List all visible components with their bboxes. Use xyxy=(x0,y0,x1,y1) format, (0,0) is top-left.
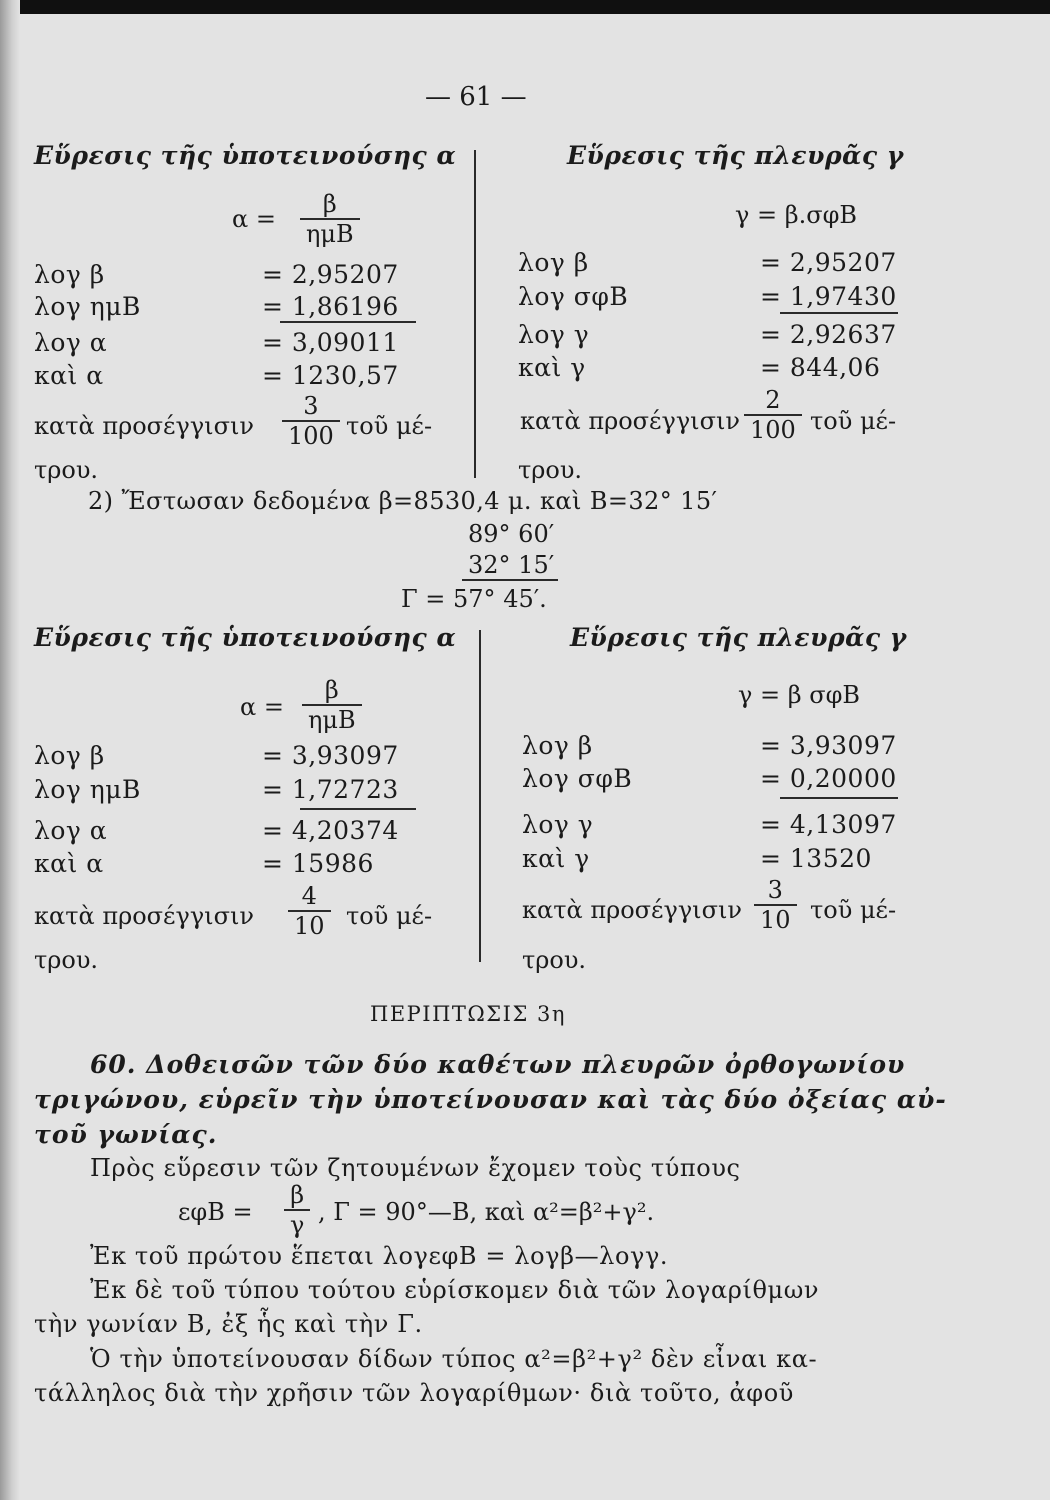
formula-lhs: α = xyxy=(240,693,284,721)
paragraph-line: τὴν γωνίαν Β, ἐξ ἧς καὶ τὴν Γ. xyxy=(34,1310,423,1338)
log-row-label: λογ σφΒ xyxy=(522,764,633,793)
approx-text: κατὰ προσέγγισιν xyxy=(520,407,740,435)
column-divider-2 xyxy=(479,630,481,962)
approx-text: κατὰ προσέγγισιν xyxy=(522,896,742,924)
fraction-denominator: 10 xyxy=(754,904,797,932)
log-row-value: = 1,86196 xyxy=(262,292,399,321)
paragraph-intro: Πρὸς εὕρεσιν τῶν ζητουμένων ἔχομεν τοὺς τύπους xyxy=(90,1154,741,1182)
scan-left-shadow xyxy=(0,0,20,1500)
paragraph-line: Ἐκ δὲ τοῦ τύπου τούτου εὑρίσκομεν διὰ τῶν λογαρίθμων xyxy=(90,1276,820,1304)
log-row-value: = 13520 xyxy=(760,844,872,873)
log-row-value: = 3,09011 xyxy=(262,328,399,357)
log-row-label: λογ β xyxy=(34,741,105,770)
approx-fraction xyxy=(744,388,802,442)
example-2-intro: 2) Ἔστωσαν δεδομένα β=8530,4 μ. καὶ Β=32° 15′ xyxy=(88,487,718,515)
sum-line xyxy=(280,321,416,323)
angle-calc-line: 89° 60′ xyxy=(468,520,555,548)
approx-fraction xyxy=(754,878,797,932)
log-row-value: = 3,93097 xyxy=(262,741,399,770)
paragraph-line: Ὁ τὴν ὑποτείνουσαν δίδων τύπος α²=β²+γ² δὲν εἶναι κα- xyxy=(90,1345,818,1373)
approx-text-after: τοῦ μέ- xyxy=(810,896,897,924)
approx-text-continued: τρου. xyxy=(34,946,99,974)
log-row-label: λογ γ xyxy=(518,320,590,349)
log-row-value: = 3,93097 xyxy=(760,731,897,760)
scan-top-edge xyxy=(0,0,1050,14)
log-row-label: λογ β xyxy=(34,260,105,289)
angle-calc-result: Γ = 57° 45′. xyxy=(401,585,547,613)
heading-side-2: Εὕρεσις τῆς πλευρᾶς γ xyxy=(570,623,907,652)
approx-text-after: τοῦ μέ- xyxy=(346,902,433,930)
log-row-value: = 2,92637 xyxy=(760,320,897,349)
log-row-value: = 2,95207 xyxy=(262,260,399,289)
log-row-value: = 1,97430 xyxy=(760,282,897,311)
formula-side: γ = β σφΒ xyxy=(738,681,861,709)
log-row-value: = 15986 xyxy=(262,849,374,878)
log-row-label: λογ α xyxy=(34,816,108,845)
approx-text: κατὰ προσέγγισιν xyxy=(34,412,254,440)
log-row-value: = 1,72723 xyxy=(262,775,399,804)
paragraph-line: τάλληλος διὰ τὴν χρῆσιν τῶν λογαρίθμων· διὰ τοῦτο, ἀφοῦ xyxy=(34,1379,794,1407)
log-row-value: = 844,06 xyxy=(760,353,881,382)
log-row-label: καὶ γ xyxy=(518,353,586,382)
log-row-label: καὶ α xyxy=(34,361,104,390)
fraction-denominator: 10 xyxy=(288,910,331,938)
fraction-numerator: 4 xyxy=(301,882,317,910)
fraction-numerator: β xyxy=(324,676,339,704)
heading-hypotenuse-2: Εὕρεσις τῆς ὑποτεινούσης α xyxy=(34,623,457,652)
log-row-value: = 4,13097 xyxy=(760,810,897,839)
formula-lhs: εφΒ = xyxy=(178,1198,253,1226)
approx-text-continued: τρου. xyxy=(34,456,99,484)
formula-fraction xyxy=(300,192,360,246)
approx-text-continued: τρου. xyxy=(518,456,583,484)
sum-line xyxy=(780,312,898,314)
formula-lhs: α = xyxy=(232,205,276,233)
fraction-denominator: ημΒ xyxy=(302,704,362,732)
approx-text: κατὰ προσέγγισιν xyxy=(34,902,254,930)
formula-side: γ = β.σφΒ xyxy=(735,201,858,229)
problem-statement-line: 60. Δοθεισῶν τῶν δύο καθέτων πλευρῶν ὀρθογωνίου xyxy=(90,1050,906,1079)
problem-statement-line: τριγώνου, εὑρεῖν τὴν ὑποτείνουσαν καὶ τὰς δύο ὀξείας αὐ- xyxy=(34,1085,947,1114)
heading-side-1: Εὕρεσις τῆς πλευρᾶς γ xyxy=(567,141,904,170)
log-row-label: λογ β xyxy=(522,731,593,760)
approx-fraction xyxy=(288,884,331,938)
fraction-numerator: 3 xyxy=(767,876,783,904)
approx-text-after: τοῦ μέ- xyxy=(346,412,433,440)
angle-calc-line: 32° 15′ xyxy=(468,551,555,579)
page-number: — 61 — xyxy=(425,82,527,112)
log-row-value: = 1230,57 xyxy=(262,361,399,390)
log-row-label: λογ σφΒ xyxy=(518,282,629,311)
sum-line xyxy=(300,808,416,810)
fraction-denominator: 100 xyxy=(744,414,802,442)
sum-line xyxy=(462,579,558,581)
log-row-label: καὶ γ xyxy=(522,844,590,873)
log-row-label: λογ β xyxy=(518,248,589,277)
formula-fraction xyxy=(284,1183,310,1237)
fraction-denominator: 100 xyxy=(282,420,340,448)
approx-text-continued: τρου. xyxy=(522,946,587,974)
log-row-label: λογ γ xyxy=(522,810,594,839)
formula-fraction xyxy=(302,678,362,732)
approx-fraction xyxy=(282,394,340,448)
problem-statement-line: τοῦ γωνίας. xyxy=(34,1120,218,1149)
paragraph-line: Ἐκ τοῦ πρώτου ἕπεται λογεφΒ = λογβ—λογγ. xyxy=(90,1242,669,1270)
approx-text-after: τοῦ μέ- xyxy=(810,407,897,435)
log-row-label: καὶ α xyxy=(34,849,104,878)
fraction-numerator: 2 xyxy=(765,386,781,414)
fraction-numerator: β xyxy=(290,1181,305,1209)
fraction-denominator: ημΒ xyxy=(300,218,360,246)
log-row-value: = 0,20000 xyxy=(760,764,897,793)
sum-line xyxy=(780,797,898,799)
log-row-label: λογ α xyxy=(34,328,108,357)
heading-hypotenuse-1: Εὕρεσις τῆς ὑποτεινούσης α xyxy=(34,141,457,170)
formula-rest: , Γ = 90°—Β, καὶ α²=β²+γ². xyxy=(318,1198,655,1226)
log-row-label: λογ ημΒ xyxy=(34,775,141,804)
fraction-numerator: β xyxy=(322,190,337,218)
section-title: ΠΕΡΙΠΤΩΣΙΣ 3η xyxy=(370,1002,566,1026)
column-divider-1 xyxy=(474,150,476,478)
log-row-value: = 2,95207 xyxy=(760,248,897,277)
log-row-value: = 4,20374 xyxy=(262,816,399,845)
fraction-numerator: 3 xyxy=(303,392,319,420)
log-row-label: λογ ημΒ xyxy=(34,292,141,321)
fraction-denominator: γ xyxy=(284,1209,310,1237)
